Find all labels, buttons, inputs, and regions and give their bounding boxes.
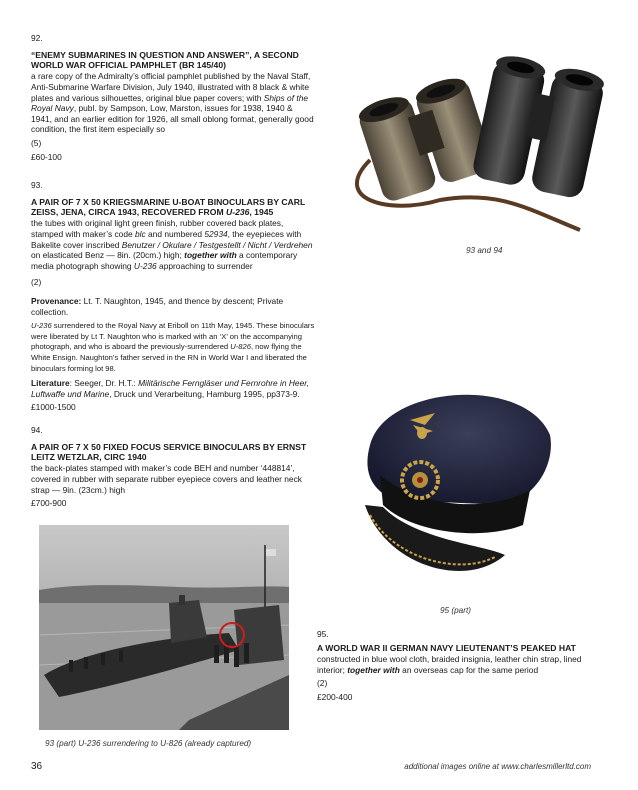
lot-description: the tubes with original light green finish, rubber covered back plates, stamped with maker’s code blc and numbered 52934, the eyepieces with Bakelite cover inscribed Benutzer / Okulare / Testgestellt / Nicht / Verdrehen on elasticated Benz — 8in. (20cm.) high; together with a contemporary media photograph showing U-236 approaching to surrender [31, 218, 313, 271]
lot-estimate: £1000-1500 [31, 402, 76, 413]
lot-title: “ENEMY SUBMARINES IN QUESTION AND ANSWER”, A SECOND WORLD WAR OFFICIAL PAMPHLET (BR 145/40) [31, 49, 299, 70]
lot-95 [317, 629, 602, 702]
peaked-hat-photo [355, 375, 555, 595]
lot-quantity: (2) [317, 678, 328, 689]
lot-estimate: £200-400 [317, 691, 353, 702]
lot-note: U-236 surrendered to the Royal Navy at Eriboll on 11th May, 1945. These binoculars were liberated by Lt T. Naughton who is marked with an ‘X’ on the accompanying photograph, and who is aboard the previously-surrendered U-826, now flying the White Ensign. Naughton’s father served in the RN in World War I and liberated the binoculars forming lot 98. [31, 321, 315, 373]
lot-title: A WORLD WAR II GERMAN NAVY LIEUTENANT’S PEAKED HAT [317, 642, 576, 653]
lot-estimate: £60-100 [31, 151, 62, 162]
lot-title: A PAIR OF 7 X 50 FIXED FOCUS SERVICE BINOCULARS BY ERNST LEITZ WETZLAR, CIRC 1940 [31, 441, 307, 462]
lot-description: constructed in blue wool cloth, braided insignia, leather chin strap, lined interior; together with an overseas cap for the same period [317, 654, 582, 675]
lot-number: 92. [31, 33, 43, 43]
lot-92 [31, 33, 315, 162]
lot-estimate: £700-900 [31, 498, 67, 509]
lot-94 [31, 425, 315, 509]
page-number: 36 [31, 761, 43, 772]
footer-website-note: additional images online at www.charlesmillerltd.com [404, 762, 591, 771]
lot-quantity: (2) [31, 277, 42, 288]
caption-binoculars: 93 and 94 [466, 246, 503, 255]
lot-number: 94. [31, 425, 43, 435]
caption-photo: 93 (part) U-236 surrendering to U-826 (already captured) [45, 739, 252, 748]
lot-description: the back-plates stamped with maker’s code BEH and number ‘448814’, covered in rubber with separate rubber eyepiece covers and leather neck strap — 9in. (23cm.) high [31, 463, 302, 495]
lot-description: a rare copy of the Admiralty’s official pamphlet published by the Naval Staff, Anti-Submarine Warfare Division, July 1940, illustrated with 8 black & white plates and various silhouettes, original blue paper covers; with Ships of the Royal Navy, publ. by Sampson, Low, Marston, issues for 1938, 1940 & 1941, and an earlier edition for 1926, all small oblong format, generally good condition, the first item especially so [31, 71, 314, 135]
surrender-photo [39, 525, 289, 730]
lot-quantity: (5) [31, 137, 42, 148]
lot-number: 95. [317, 629, 329, 639]
lot-literature: Literature: Seeger, Dr. H.T.: Militärische Ferngläser und Fernrohre in Heer, Luftwaffe und Marine, Druck und Verarbeitung, Hamburg 1995, pp373-9. [31, 378, 309, 399]
lot-provenance: Provenance: Lt. T. Naughton, 1945, and thence by descent; Private collection. [31, 295, 284, 317]
lot-number: 93. [31, 180, 43, 190]
binoculars-photo [330, 40, 620, 250]
lot-93 [31, 180, 315, 413]
caption-hat: 95 (part) [440, 606, 471, 615]
lot-title: A PAIR OF 7 X 50 KRIEGSMARINE U-BOAT BINOCULARS BY CARL ZEISS, JENA, CIRCA 1943, RECOVERED FROM U-236, 1945 [31, 196, 306, 217]
